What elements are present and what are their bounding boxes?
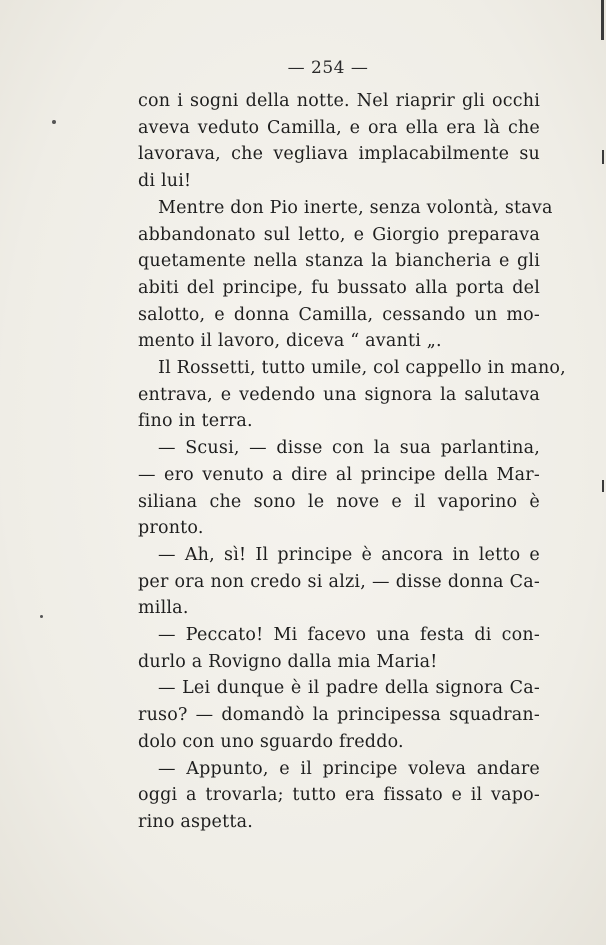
text-line: — Appunto, e il principe voleva andare [158,758,540,779]
text-line: oggi a trovarla; tutto era fissato e il vapo- [138,785,540,806]
text-line: ruso? — domandò la principessa squadran- [138,705,540,726]
text-line: Mentre don Pio inerte, senza volontà, stava [158,197,553,218]
paper-speck [52,120,56,124]
text-line: salotto, e donna Camilla, cessando un mo- [138,304,540,325]
text-line: — Peccato! Mi facevo una festa di con- [158,625,540,646]
text-line: milla. [138,598,189,619]
text-line: entrava, e vedendo una signora la salutava [138,384,540,405]
text-line: mento il lavoro, diceva “ avanti „. [138,331,442,352]
page-number: — 254 — [287,58,369,78]
text-line: quetamente nella stanza la biancheria e gli [138,251,540,272]
text-line: siliana che sono le nove e il vaporino è [138,491,540,512]
text-line: abiti del principe, fu bussato alla porta del [138,277,540,298]
page-edge-mark [601,0,604,40]
text-line: per ora non credo si alzi, — disse donna Ca- [138,571,540,592]
text-line: di lui! [138,171,192,192]
text-line: aveva veduto Camilla, e ora ella era là che [138,117,540,138]
text-line: — Lei dunque è il padre della signora Ca- [158,678,540,699]
paper-speck [40,615,43,618]
text-line: rino aspetta. [138,811,253,832]
text-line: — ero venuto a dire al principe della Mar- [138,464,540,485]
text-line: — Ah, sì! Il principe è ancora in letto e [158,544,540,565]
page-edge-mark [602,480,604,492]
text-line: abbandonato sul letto, e Giorgio preparava [138,224,540,245]
text-line: pronto. [138,518,204,539]
text-line: lavorava, che vegliava implacabilmente su [138,144,540,165]
text-line: — Scusi, — disse con la sua parlantina, [158,438,540,459]
text-line: fino in terra. [138,411,253,432]
text-line: dolo con uno sguardo freddo. [138,731,404,752]
text-line: durlo a Rovigno dalla mia Maria! [138,651,438,672]
text-line: Il Rossetti, tutto umile, col cappello in mano, [158,358,566,379]
body-text [138,88,566,836]
text-line: con i sogni della notte. Nel riaprir gli occhi [138,91,540,111]
page-edge-mark [602,150,604,164]
